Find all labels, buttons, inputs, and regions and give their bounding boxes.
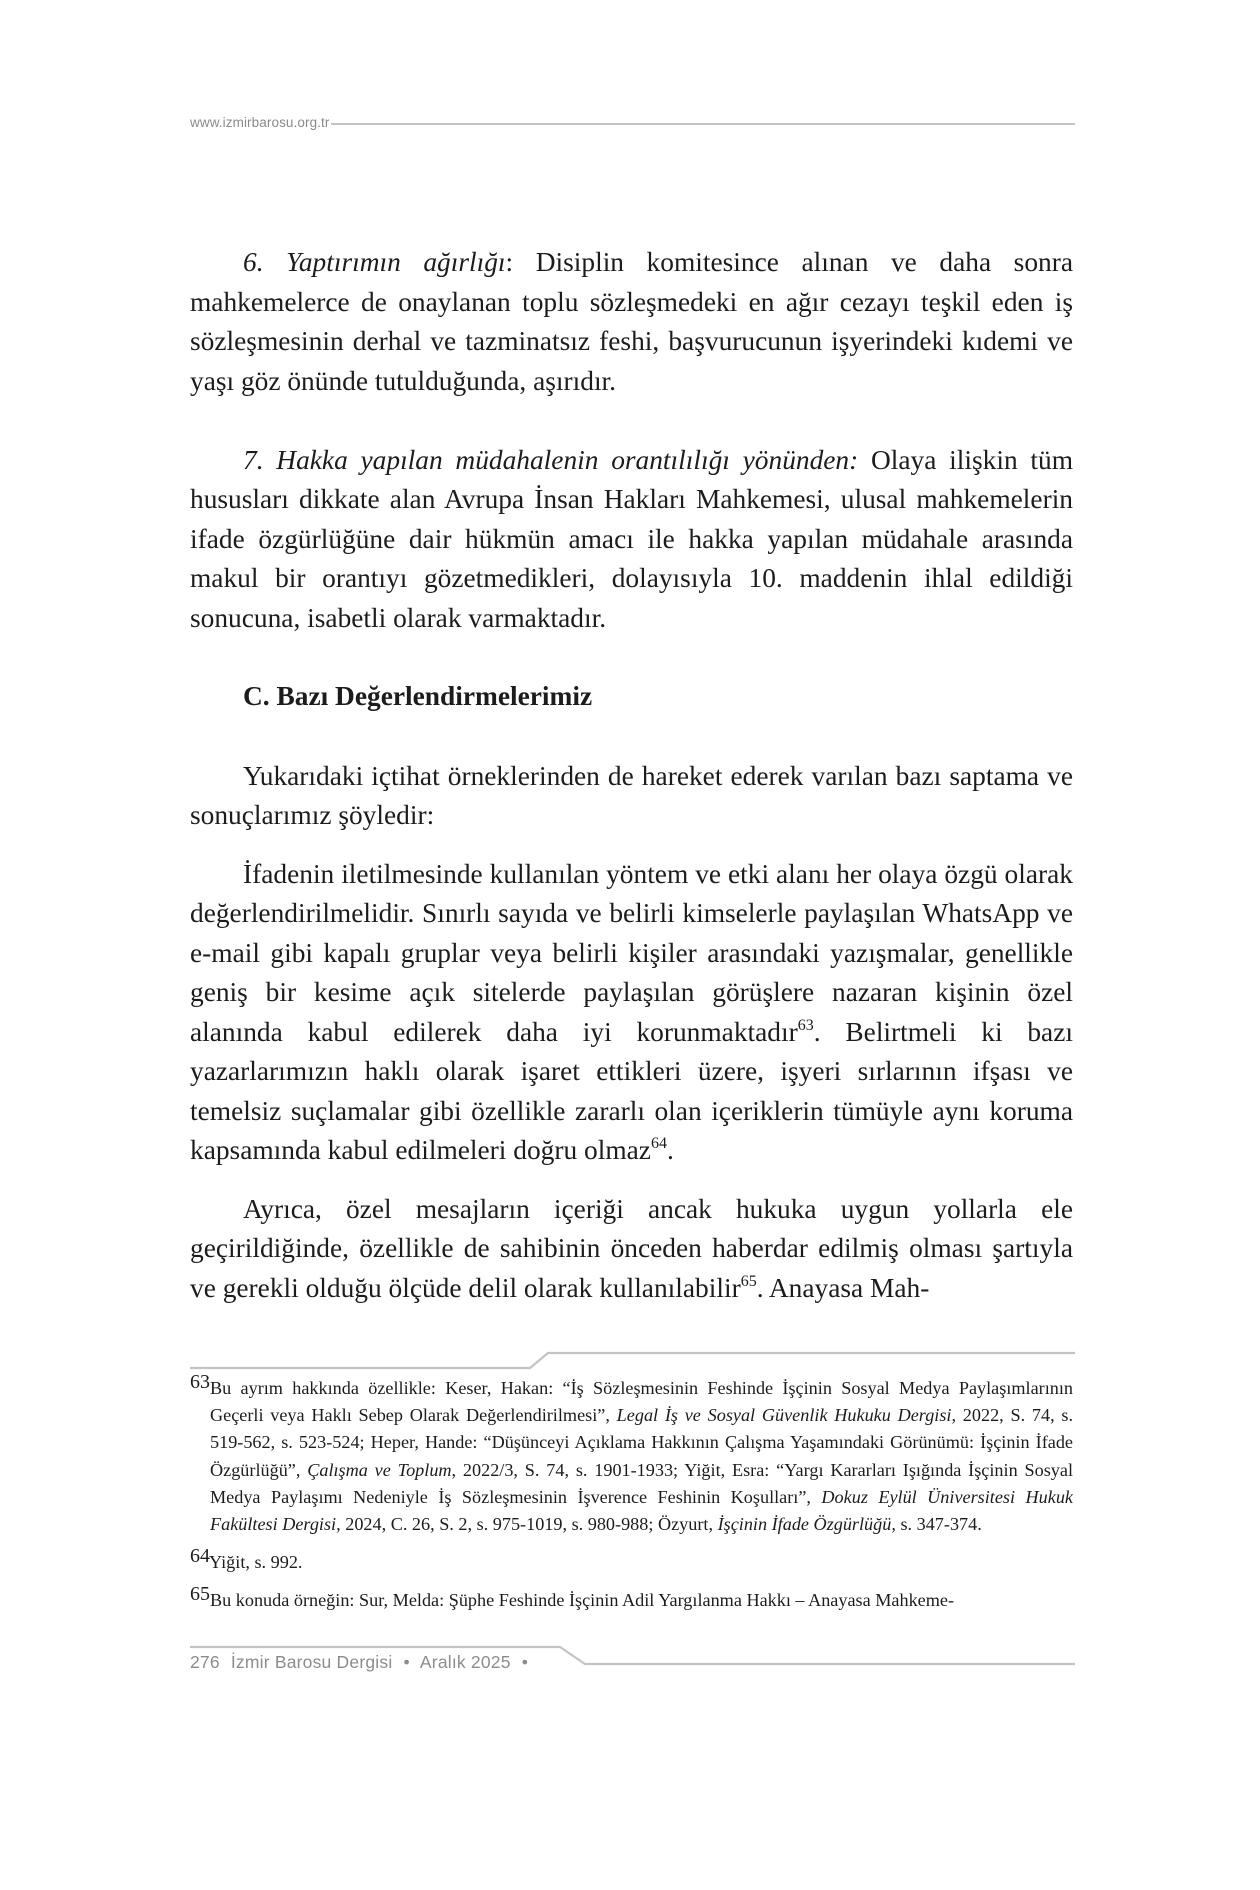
paragraph-ifade-text-2: . Belirtmeli ki bazı yazarlarımızın haklı olarak işaret ettikleri üzere, işyeri sırlarının ifşası ve temelsiz suçlamalar gibi özellikle zararlı olan içeriklerin tümüyle aynı koruma kapsamında kabul edilmeleri doğru olmaz [190, 1016, 1073, 1165]
footnote-journal-title: Legal İş ve Sosyal Güvenlik Hukuku Dergisi, [616, 1405, 957, 1426]
header-url: www.izmirbarosu.org.tr [190, 114, 330, 130]
paragraph-ifade [190, 855, 1073, 1171]
footnote-63 [190, 1371, 1073, 1538]
footnote-64 [190, 1545, 1073, 1576]
main-body [190, 243, 1073, 1308]
footnote-65 [190, 1583, 1073, 1614]
footnote-number: 64 [190, 1545, 210, 1568]
footnote-journal-title: Çalışma ve Toplum [307, 1459, 452, 1480]
footnote-ref-63[interactable]: 63 [797, 1016, 814, 1034]
paragraph-ayrica-text-2: . Anayasa Mah- [756, 1272, 930, 1303]
running-header [190, 112, 1075, 132]
footnote-text: 2024, C. 26, S. 2, s. 975-1019, s. 980-988; Özyurt, [340, 1514, 718, 1535]
bullet-separator: • [403, 1652, 410, 1672]
footnote-text: Bu ayrım hakkında özellikle: Keser, Hakan: “İş Sözleşmesinin Feshinde İşçinin Sosyal Medya Paylaşımlarının Geçerli veya Haklı Sebep Olarak Değerlendirilmesi”, [210, 1378, 1073, 1426]
footnote-ref-65[interactable]: 65 [740, 1272, 757, 1290]
footnote-text: Bu konuda örneğin: Sur, Melda: Şüphe Feshinde İşçinin Adil Yargılanma Hakkı – Anayasa Mahkeme- [210, 1590, 955, 1611]
paragraph-7-text: Olaya ilişkin tüm hususları dikkate alan Avrupa İnsan Hakları Mahkemesi, ulusal mahkemelerin ifade özgürlüğüne dair hükmün amacı ile hakka yapılan müdahale arasında makul bir orantıyı gözetmedikleri, dolayısıyla 10. maddenin ihlal edildiği sonucuna, isabetli olarak varmaktadır. [190, 444, 1073, 633]
footnote-number: 63 [190, 1371, 210, 1393]
header-rule [331, 123, 1075, 125]
footnote-number: 65 [190, 1583, 210, 1606]
paragraph-7 [190, 441, 1073, 639]
issue-date: Aralık 2025 [419, 1652, 511, 1672]
paragraph-ifade-text-3: . [666, 1135, 674, 1165]
paragraph-ayrica [190, 1190, 1073, 1309]
page-number: 276 [190, 1652, 220, 1672]
paragraph-6-text: : Disiplin komitesince alınan ve daha sonra mahkemelerce de onaylanan toplu sözleşmedeki en ağır cezayı teşkil eden iş sözleşmesinin derhal ve tazminatsız feshi, başvurucunun işyerindeki kıdemi ve yaşı göz önünde tutulduğunda, aşırıdır. [190, 247, 1073, 396]
footnote-text: , 2022/3, S. 74, s. 1901-1933; Yiğit, Esra: “Yargı Kararları Işığında İşçinin Sosyal Medya Paylaşımı Nedeniyle İş Sözleşmesinin İşverence Feshinin Koşulları”, [210, 1459, 1073, 1507]
paragraph-7-label: 7. Hakka yapılan müdahalenin orantılılığı yönünden: [243, 444, 859, 475]
footnote-separator-rule [190, 1353, 1075, 1368]
journal-name: İzmir Barosu Dergisi [230, 1652, 393, 1672]
footnote-text: Yiğit, s. 992. [209, 1552, 303, 1573]
footnote-text: 2022, S. 74, s. 519-562, s. 523-524; Heper, Hande: “Düşünceyi Açıklama Hakkının Çalışma Yaşamındaki Görünümü: İşçinin İfade Özgürlüğü”, [210, 1405, 1073, 1480]
footnote-ref-64[interactable]: 64 [650, 1135, 667, 1152]
footnote-text: s. 347-374. [895, 1514, 982, 1535]
paragraph-6-label: 6. Yaptırımın ağırlığı [243, 247, 506, 277]
paragraph-6 [190, 243, 1073, 401]
running-footer [190, 1652, 534, 1673]
footnote-journal-title: Dokuz Eylül Üniversitesi Hukuk Fakültesi Dergisi, [210, 1486, 1073, 1535]
footnotes [190, 1371, 1073, 1626]
bullet-trailing: • [521, 1652, 529, 1672]
paragraph-ayrica-text-1: Ayrıca, özel mesajların içeriği ancak hukuka uygun yollarla ele geçirildiğinde, özellikle de sahibinin önceden haberdar edilmiş olması şartıyla ve gerekli olduğu ölçüde delil olarak kullanılabilir [190, 1193, 1073, 1303]
section-heading: C. Bazı Değerlendirmelerimiz [243, 681, 593, 711]
footnote-book-title: İşçinin İfade Özgürlüğü, [717, 1514, 896, 1535]
paragraph-ifade-text-1: İfadenin iletilmesinde kullanılan yöntem ve etki alanı her olaya özgü olarak değerlendirilmelidir. Sınırlı sayıda ve belirli kimselerle paylaşılan WhatsApp ve e-mail gibi kapalı gruplar veya belirli kişiler arasındaki yazışmalar, genellikle geniş bir kesime açık sitelerde paylaşılan görüşlere nazaran kişinin özel alanında kabul edilerek daha iyi korunmaktadır [190, 858, 1073, 1047]
paragraph-intro: Yukarıdaki içtihat örneklerinden de hareket ederek varılan bazı saptama ve sonuçlarımız şöyledir: [190, 760, 1073, 830]
